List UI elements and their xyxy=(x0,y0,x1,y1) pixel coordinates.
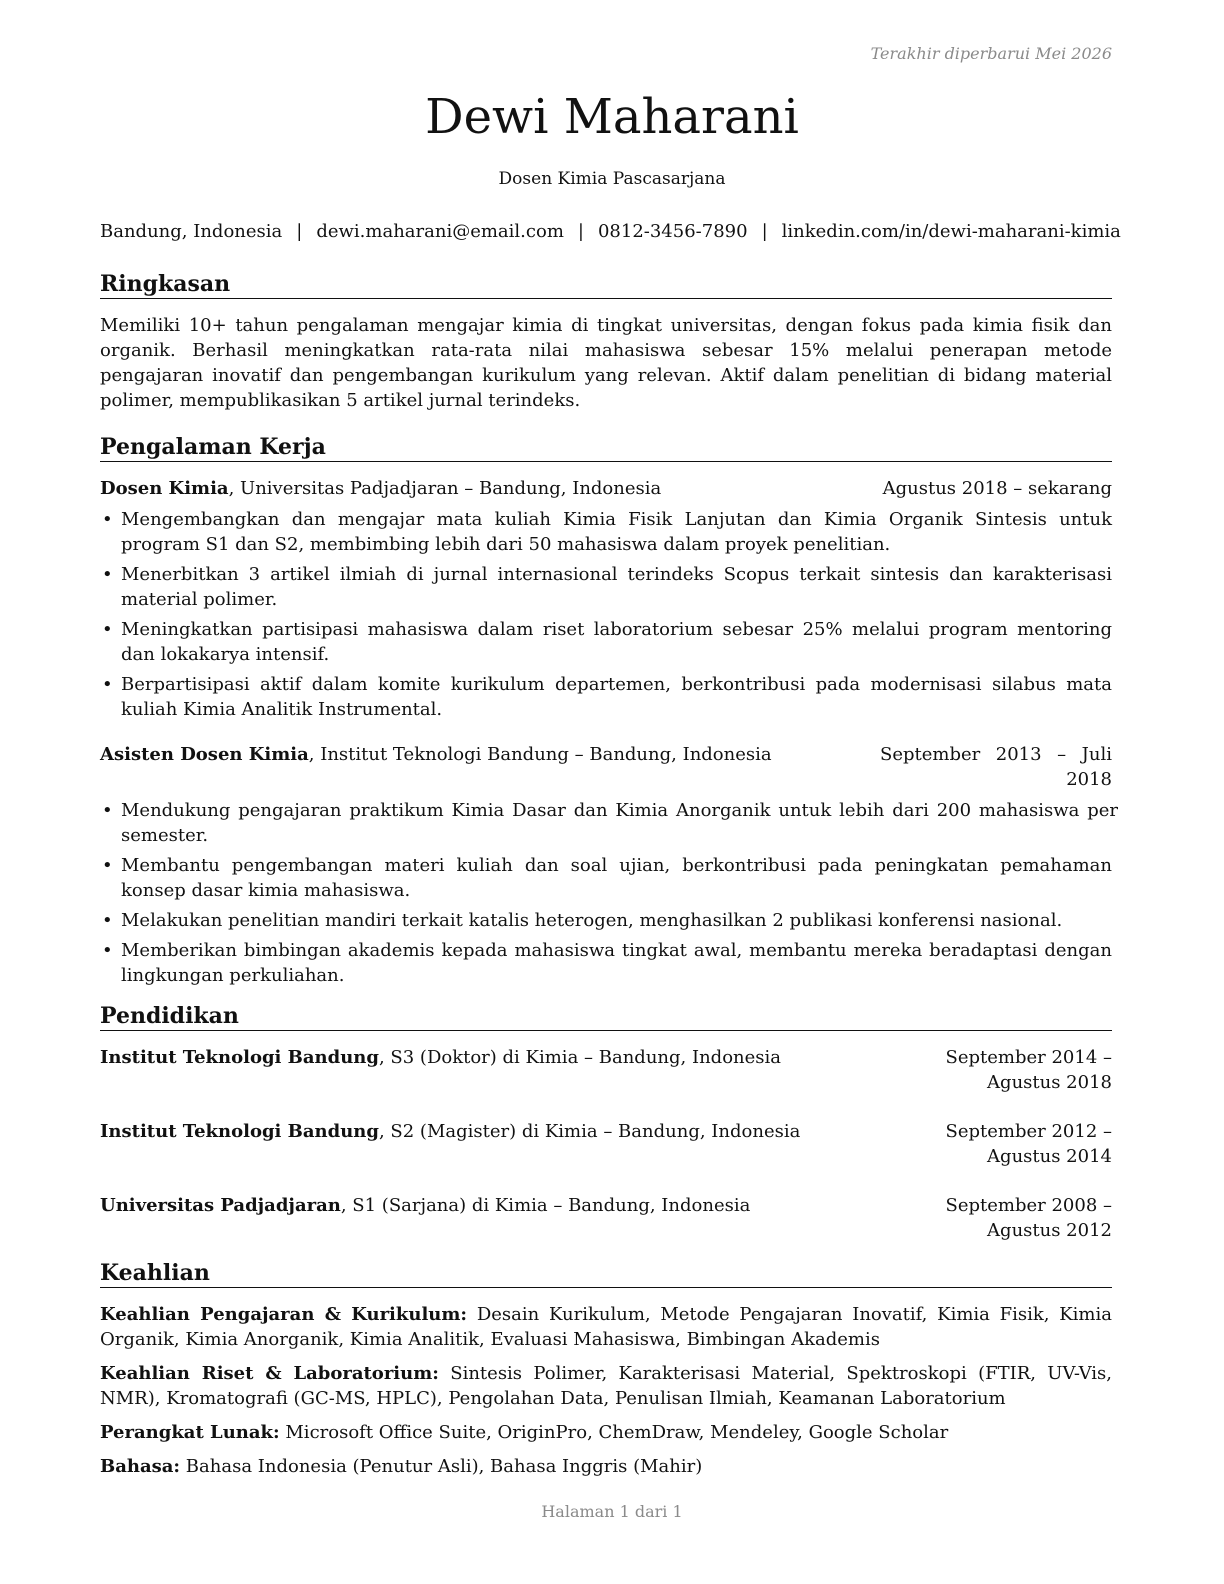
job-entry xyxy=(100,742,1118,988)
skill-text: Sintesis Polimer, Karakterisasi Material, Spektroskopi (FTIR, UV-Vis, NMR), Kromatografi (GC-MS, HPLC), Pengolahan Data, Penulisan Ilmiah, Keamanan Laboratorium xyxy=(100,1363,1112,1409)
resume-content xyxy=(100,270,1118,1488)
list-item: • Berpartisipasi aktif dalam komite kurikulum departemen, berkontribusi pada modernisasi silabus mata kuliah Kimia Analitik Instrumental. xyxy=(100,672,1112,722)
person-name: Dewi Maharani xyxy=(425,89,799,145)
job-organization: , Universitas Padjadjaran – Bandung, Indonesia xyxy=(228,478,662,499)
contact-phone: 0812-3456-7890 xyxy=(597,221,748,242)
skill-item xyxy=(100,1420,1112,1445)
contact-location: Bandung, Indonesia xyxy=(100,221,283,242)
education-dates: September 2014 – Agustus 2018 xyxy=(945,1047,1112,1093)
education-entry xyxy=(100,1193,1112,1243)
education-degree xyxy=(100,1119,800,1169)
skill-text: Desain Kurikulum, Metode Pengajaran Inovatif, Kimia Fisik, Kimia Organik, Kimia Anorganik, Kimia Analitik, Evaluasi Mahasiswa, Bimbingan Akademis xyxy=(100,1304,1112,1350)
contact-separator: | xyxy=(761,221,768,242)
contact-email[interactable]: dewi.maharani@email.com xyxy=(316,221,564,242)
summary-text: Memiliki 10+ tahun pengalaman mengajar kimia di tingkat universitas, dengan fokus pada kimia fisik dan organik. Berhasil meningkatkan rata-rata nilai mahasiswa sebesar 15% melalui penerapan metode pengajaran inovatif dan pengembangan kurikulum yang relevan. Aktif dalam penelitian di bidang material polimer, mempublikasikan 5 artikel jurnal terindeks. xyxy=(100,315,1112,411)
last-updated-note: Terakhir diperbarui Mei 2026 xyxy=(870,44,1112,63)
list-item: • Melakukan penelitian mandiri terkait katalis heterogen, menghasilkan 2 publikasi konferensi nasional. xyxy=(100,908,1112,933)
skill-item xyxy=(100,1361,1112,1411)
list-item: • Meningkatkan partisipasi mahasiswa dalam riset laboratorium sebesar 25% melalui program mentoring dan lokakarya intensif. xyxy=(100,617,1112,667)
skill-text: Microsoft Office Suite, OriginPro, ChemDraw, Mendeley, Google Scholar xyxy=(279,1422,949,1443)
experience-heading: Pengalaman Kerja xyxy=(100,433,1112,462)
education-section xyxy=(100,1002,1112,1243)
skills-section xyxy=(100,1259,1112,1479)
job-bullets xyxy=(100,507,1112,722)
skill-item xyxy=(100,1302,1112,1352)
skill-label: Bahasa: xyxy=(100,1456,181,1477)
contact-line xyxy=(100,220,1121,244)
skill-label: Keahlian Riset & Laboratorium: xyxy=(100,1363,439,1384)
job-title: Dosen Kimia Pascasarjana xyxy=(498,169,726,189)
job-header xyxy=(100,742,1112,792)
job-dates: Agustus 2018 – sekarang xyxy=(882,478,1112,499)
education-dates: September 2012 – Agustus 2014 xyxy=(945,1121,1112,1167)
list-item: • Mendukung pengajaran praktikum Kimia Dasar dan Kimia Anorganik untuk lebih dari 200 mahasiswa per semester. xyxy=(100,798,1118,848)
list-item: • Menerbitkan 3 artikel ilmiah di jurnal internasional terindeks Scopus terkait sintesis dan karakterisasi material polimer. xyxy=(100,562,1112,612)
job-role: Asisten Dosen Kimia xyxy=(100,744,309,765)
skills-heading: Keahlian xyxy=(100,1259,1112,1288)
summary-section xyxy=(100,270,1112,413)
summary-heading: Ringkasan xyxy=(100,270,1112,299)
education-detail: , S2 (Magister) di Kimia – Bandung, Indonesia xyxy=(378,1121,801,1142)
education-school: Institut Teknologi Bandung xyxy=(100,1121,379,1142)
contact-separator: | xyxy=(296,221,303,242)
education-entry xyxy=(100,1045,1112,1095)
skill-label: Perangkat Lunak: xyxy=(100,1422,280,1443)
job-entry xyxy=(100,476,1112,722)
job-bullets xyxy=(100,798,1118,988)
skill-item xyxy=(100,1454,1112,1479)
skill-text: Bahasa Indonesia (Penutur Asli), Bahasa Inggris (Mahir) xyxy=(180,1456,703,1477)
job-position xyxy=(100,742,880,767)
education-heading: Pendidikan xyxy=(100,1002,1112,1031)
education-degree xyxy=(100,1193,750,1243)
list-item: • Membantu pengembangan materi kuliah dan soal ujian, berkontribusi pada peningkatan pemahaman konsep dasar kimia mahasiswa. xyxy=(100,853,1112,903)
education-degree xyxy=(100,1045,781,1095)
list-item: • Mengembangkan dan mengajar mata kuliah Kimia Fisik Lanjutan dan Kimia Organik Sintesis untuk program S1 dan S2, membimbing lebih dari 50 mahasiswa dalam proyek penelitian. xyxy=(100,507,1112,557)
experience-section xyxy=(100,433,1118,988)
job-organization: , Institut Teknologi Bandung – Bandung, Indonesia xyxy=(308,744,772,765)
education-dates: September 2008 – Agustus 2012 xyxy=(945,1195,1112,1241)
job-dates: September 2013 – Juli 2018 xyxy=(880,744,1112,790)
education-entry xyxy=(100,1119,1112,1169)
education-school: Universitas Padjadjaran xyxy=(100,1195,341,1216)
education-detail: , S3 (Doktor) di Kimia – Bandung, Indonesia xyxy=(378,1047,781,1068)
education-detail: , S1 (Sarjana) di Kimia – Bandung, Indonesia xyxy=(340,1195,751,1216)
page-number: Halaman 1 dari 1 xyxy=(541,1502,683,1521)
contact-linkedin[interactable]: linkedin.com/in/dewi-maharani-kimia xyxy=(781,221,1121,242)
skill-label: Keahlian Pengajaran & Kurikulum: xyxy=(100,1304,468,1325)
education-school: Institut Teknologi Bandung xyxy=(100,1047,379,1068)
job-position xyxy=(100,476,880,501)
job-header xyxy=(100,476,1112,501)
contact-separator: | xyxy=(577,221,584,242)
list-item: • Memberikan bimbingan akademis kepada mahasiswa tingkat awal, membantu mereka beradaptasi dengan lingkungan perkuliahan. xyxy=(100,938,1112,988)
job-role: Dosen Kimia xyxy=(100,478,229,499)
